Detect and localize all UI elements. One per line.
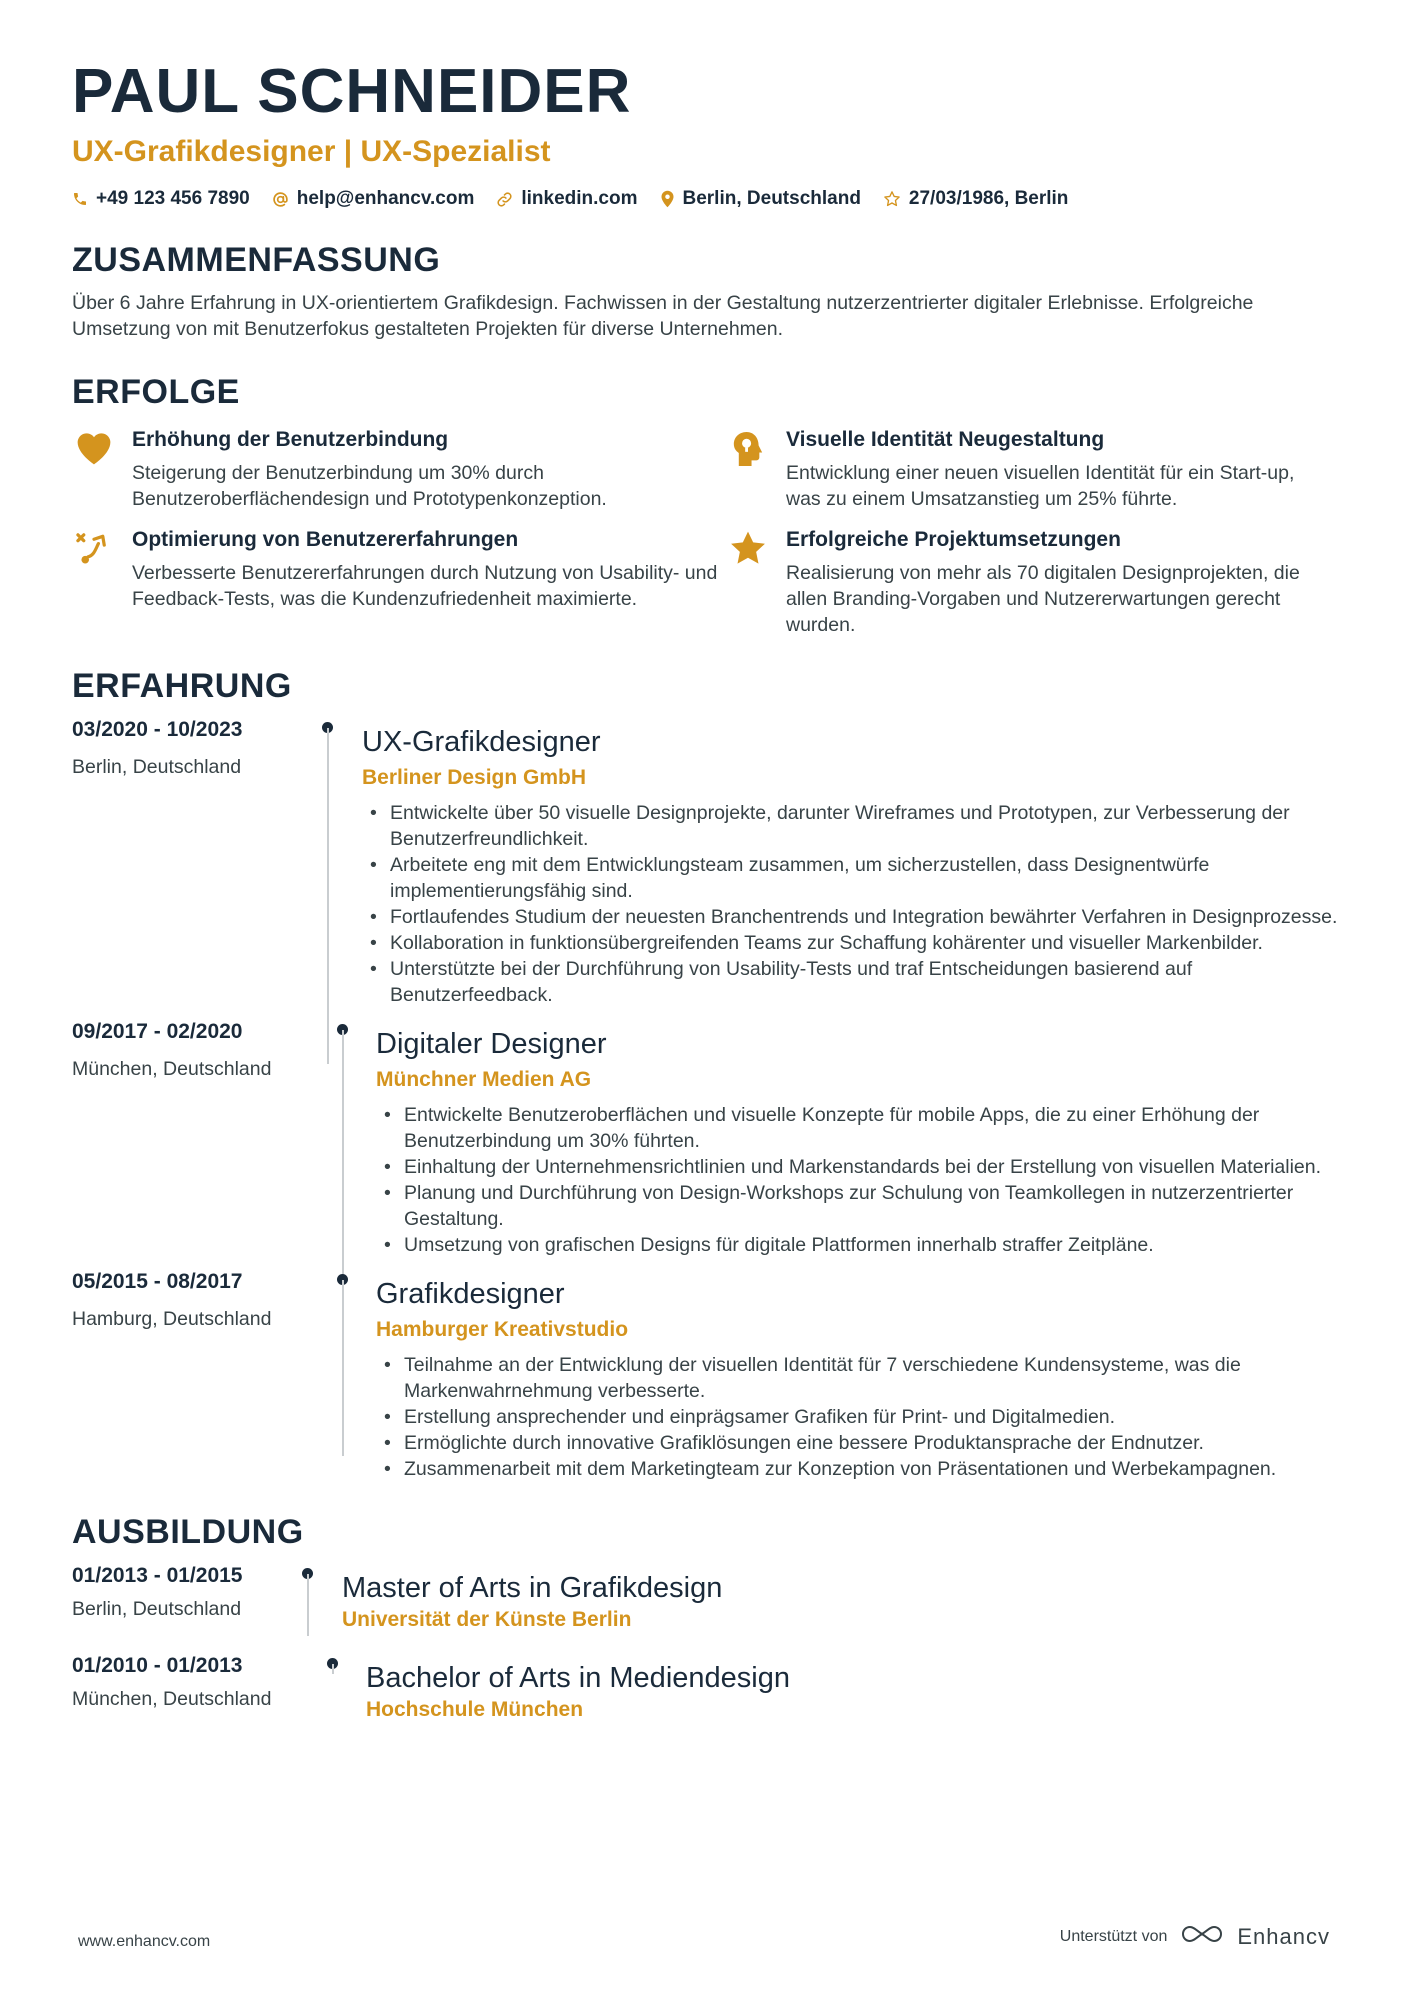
achievement-title: Erhöhung der Benutzerbindung — [132, 428, 449, 451]
timeline-line — [332, 1664, 334, 1674]
star-outline-icon — [883, 190, 901, 208]
experience-role: UX-Grafikdesigner — [362, 726, 601, 758]
achievement-title: Erfolgreiche Projektumsetzungen — [786, 528, 1121, 551]
list-item: • Arbeitete eng mit dem Entwicklungsteam zusammen, um sicherzustellen, dass Designentwürfe implementierungsfähig sind. — [362, 852, 1338, 904]
head-idea-icon — [726, 426, 770, 512]
timeline — [322, 716, 348, 1008]
experience-company: Münchner Medien AG — [376, 1068, 592, 1091]
achievement-description: Verbesserte Benutzererfahrungen durch Nutzung von Usability- und Feedback-Tests, was die Kundenzufriedenheit maximierte. — [132, 562, 718, 610]
at-icon — [272, 191, 289, 208]
list-item: • Zusammenarbeit mit dem Marketingteam zur Konzeption von Präsentationen und Werbekampagnen. — [376, 1456, 1338, 1482]
experience-role: Grafikdesigner — [376, 1278, 565, 1310]
achievement-title: Optimierung von Benutzererfahrungen — [132, 528, 519, 551]
list-item: • Entwickelte Benutzeroberflächen und visuelle Konzepte für mobile Apps, die zu einer Erhöhung der Benutzerbindung um 30% führten. — [376, 1102, 1338, 1154]
location-pin-icon — [660, 190, 675, 208]
education-entry — [72, 1562, 1338, 1634]
list-item: • Kollaboration in funktionsübergreifenden Teams zur Schaffung kohärenter und visueller Markenbilder. — [362, 930, 1338, 956]
contact-location — [660, 188, 861, 210]
list-item: • Umsetzung von grafischen Designs für digitale Plattformen innerhalb straffer Zeitpläne. — [376, 1232, 1338, 1258]
education-section-title: AUSBILDUNG — [72, 1513, 304, 1551]
achievements-section-title: ERFOLGE — [72, 373, 240, 411]
contact-linkedin-text: linkedin.com — [521, 188, 638, 209]
experience-bullets — [362, 800, 1338, 1008]
timeline-line — [342, 1280, 344, 1456]
achievement-item — [726, 426, 1326, 512]
experience-entry — [72, 1018, 1338, 1258]
experience-company: Hamburger Kreativstudio — [376, 1318, 629, 1341]
contact-linkedin[interactable] — [496, 188, 637, 210]
candidate-name: PAUL SCHNEIDER — [72, 57, 632, 126]
achievement-item — [72, 526, 726, 638]
list-item: • Ermöglichte durch innovative Grafiklösungen eine bessere Produktansprache der Endnutzer. — [376, 1430, 1338, 1456]
achievement-item — [72, 426, 726, 512]
contact-birth — [883, 188, 1069, 210]
experience-date: 03/2020 - 10/2023 — [72, 718, 243, 741]
footer-branding — [1060, 1922, 1330, 1951]
summary-text: Über 6 Jahre Erfahrung in UX-orientiertem Grafikdesign. Fachwissen in der Gestaltung nutzerzentrierter digitaler Erlebnisse. Erfolgreiche Umsetzung von mit Benutzerfokus gestalteten Projekten für diverse Unternehmen. — [72, 292, 1254, 340]
education-date: 01/2010 - 01/2013 — [72, 1654, 243, 1677]
list-item: • Teilnahme an der Entwicklung der visuellen Identität für 7 verschiedene Kundensysteme, was die Markenwahrnehmung verbesserte. — [376, 1352, 1338, 1404]
timeline — [337, 1018, 363, 1258]
experience-company: Berliner Design GmbH — [362, 766, 587, 789]
list-item: • Unterstützte bei der Durchführung von Usability-Tests und traf Entscheidungen basierend auf Benutzerfeedback. — [362, 956, 1338, 1008]
summary-section-title: ZUSAMMENFASSUNG — [72, 241, 441, 279]
contact-email[interactable] — [272, 188, 475, 210]
experience-location: Hamburg, Deutschland — [72, 1308, 272, 1330]
education-degree: Master of Arts in Grafikdesign — [342, 1572, 723, 1604]
contact-phone-text: +49 123 456 7890 — [96, 188, 250, 209]
contact-phone[interactable] — [72, 188, 250, 210]
experience-location: Berlin, Deutschland — [72, 756, 242, 778]
education-location: Berlin, Deutschland — [72, 1598, 242, 1620]
contact-bar — [72, 188, 1338, 210]
contact-email-text: help@enhancv.com — [296, 188, 475, 209]
list-item: • Fortlaufendes Studium der neuesten Branchentrends und Integration bewährter Verfahren in Designprozesse. — [362, 904, 1338, 930]
experience-entry — [72, 716, 1338, 1008]
achievement-description: Entwicklung einer neuen visuellen Identität für ein Start-up, was zu einem Umsatzanstieg um 25% führte. — [786, 462, 1295, 510]
brand-name: Enhancv — [1237, 1923, 1330, 1949]
star-icon — [726, 526, 770, 638]
list-item: • Planung und Durchführung von Design-Workshops zur Schulung von Teamkollegen in nutzerzentrierter Gestaltung. — [376, 1180, 1338, 1232]
contact-location-text: Berlin, Deutschland — [682, 188, 861, 209]
powered-by-text: Unterstützt von — [1059, 1927, 1168, 1945]
achievement-item — [726, 526, 1326, 638]
phone-icon — [72, 191, 88, 207]
timeline — [337, 1268, 363, 1482]
experience-location: München, Deutschland — [72, 1058, 272, 1080]
experience-bullets — [376, 1352, 1338, 1482]
heart-icon — [72, 426, 116, 512]
list-item: • Erstellung ansprechender und einprägsamer Grafiken für Print- und Digitalmedien. — [376, 1404, 1338, 1430]
experience-role: Digitaler Designer — [376, 1028, 607, 1060]
timeline-line — [327, 728, 329, 1064]
achievements-grid — [72, 426, 1338, 638]
experience-date: 09/2017 - 02/2020 — [72, 1020, 243, 1043]
list-item: • Einhaltung der Unternehmensrichtlinien und Markenstandards bei der Erstellung von visuellen Materialien. — [376, 1154, 1338, 1180]
achievement-description: Steigerung der Benutzerbindung um 30% durch Benutzeroberflächendesign und Prototypenkonzeption. — [132, 462, 607, 510]
timeline — [302, 1562, 328, 1634]
education-degree: Bachelor of Arts in Mediendesign — [366, 1662, 790, 1694]
achievement-title: Visuelle Identität Neugestaltung — [786, 428, 1105, 451]
education-school: Hochschule München — [366, 1698, 584, 1721]
education-school: Universität der Künste Berlin — [342, 1608, 632, 1631]
path-route-icon — [72, 526, 116, 638]
timeline-line — [342, 1030, 344, 1284]
timeline — [327, 1652, 353, 1724]
experience-date: 05/2015 - 08/2017 — [72, 1270, 243, 1293]
education-entry — [72, 1652, 1338, 1724]
experience-bullets — [376, 1102, 1338, 1258]
education-location: München, Deutschland — [72, 1688, 272, 1710]
candidate-headline: UX-Grafikdesigner | UX-Spezialist — [72, 135, 551, 168]
experience-entry — [72, 1268, 1338, 1482]
link-icon — [496, 191, 513, 208]
footer-website-link[interactable]: www.enhancv.com — [78, 1933, 211, 1950]
contact-birth-text: 27/03/1986, Berlin — [908, 188, 1069, 209]
experience-section-title: ERFAHRUNG — [72, 667, 292, 705]
achievement-description: Realisierung von mehr als 70 digitalen Designprojekten, die allen Branding-Vorgaben und Nutzererwartungen gerecht wurden. — [786, 562, 1300, 636]
timeline-line — [307, 1574, 309, 1636]
education-date: 01/2013 - 01/2015 — [72, 1564, 243, 1587]
list-item: • Entwickelte über 50 visuelle Designprojekte, darunter Wireframes und Prototypen, zur Verbesserung der Benutzerfreundlichkeit. — [362, 800, 1338, 852]
enhancv-logo-icon — [1179, 1922, 1225, 1951]
